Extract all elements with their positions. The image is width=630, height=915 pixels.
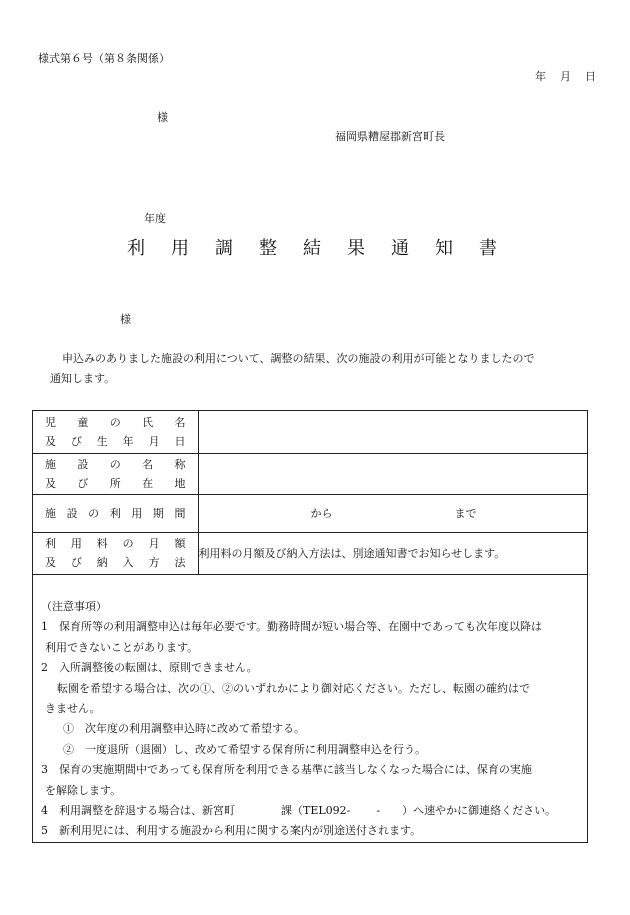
addressee-honorific: 様 (120, 313, 131, 326)
note-4-part-1: 利用調整を辞退する場合は、新宮町 (59, 804, 235, 818)
notes-section (41, 597, 586, 842)
period-to: まで (454, 507, 477, 520)
note-5-number: 5 (41, 824, 48, 838)
date-year: 年 (535, 70, 546, 83)
fee-label-line-2: 及 び 納 入 方 法 (45, 556, 186, 569)
intro-text (38, 349, 588, 389)
note-2-item-2: ② 一度退所（退園）し、改めて希望する保育所に利用調整申込を行う。 (63, 742, 426, 756)
note-2-item-1: ① 次年度の利用調整申込時に改めて希望する。 (63, 722, 305, 736)
intro-line-2: 通知します。 (50, 372, 116, 385)
fee-label (33, 532, 198, 574)
note-4 (41, 801, 586, 821)
document-title: 利用調整結果通知書 (127, 238, 523, 259)
note-4-part-4: ）へ速やかに御連絡ください。 (402, 804, 557, 818)
child-row (33, 411, 587, 453)
note-3 (41, 760, 586, 780)
facility-value[interactable] (198, 453, 587, 494)
child-label-line-2: 及 び 生 年 月 日 (45, 434, 186, 448)
child-value[interactable] (198, 411, 587, 453)
period-value[interactable] (198, 494, 587, 532)
form-number: 様式第６号（第８条関係） (38, 52, 170, 65)
note-2 (41, 658, 586, 678)
issuer-name: 福岡県糟屋郡新宮町長 (335, 130, 445, 143)
period-row (33, 494, 587, 532)
period-from: から (310, 507, 333, 520)
date-month: 月 (560, 70, 571, 83)
facility-label-line-2: 及 び 所 在 地 (45, 476, 186, 490)
note-4-number: 4 (41, 804, 48, 818)
recipient-honorific: 様 (157, 111, 168, 124)
note-5 (41, 821, 586, 841)
intro-line-1: 申込みのありました施設の利用について、調整の結果、次の施設の利用が可能となりましたので (62, 352, 535, 365)
fee-value: 利用料の月額及び納入方法は、別途通知書でお知らせします。 (198, 532, 587, 574)
facility-row (33, 453, 587, 494)
date-day: 日 (585, 70, 596, 83)
facility-label (33, 453, 198, 494)
note-1-number: 1 (41, 620, 48, 634)
note-1 (41, 617, 586, 637)
fiscal-year: 年度 (144, 212, 166, 225)
issue-date (535, 70, 596, 83)
period-label (33, 494, 198, 532)
note-3-number: 3 (41, 763, 48, 777)
result-table (33, 411, 587, 575)
note-4-part-3: - (376, 804, 381, 818)
fee-row (33, 532, 587, 574)
notes-heading: （注意事項） (41, 600, 107, 613)
note-2-line-1: 入所調整後の転園は、原則できません。 (59, 661, 258, 675)
child-label-line-1: 児 童 の 氏 名 (45, 415, 186, 429)
note-1-line-2: 利用できないことがあります。 (45, 640, 199, 654)
fee-label-line-1: 利 用 料 の 月 額 (45, 537, 186, 550)
note-3-line-1: 保育の実施期間中であっても保育所を利用できる基準に該当しなくなった場合には、保育の実施 (59, 763, 532, 777)
note-2-line-3: きません。 (45, 702, 101, 716)
note-3-line-2: を解除します。 (45, 783, 122, 797)
note-2-line-2: 転園を希望する場合は、次の①、②のいずれかにより御対応ください。ただし、転園の確約はで (57, 681, 530, 695)
note-1-line-1: 保育所等の利用調整申込は毎年必要です。勤務時間が短い場合等、在園中であっても次年度以降は (59, 620, 543, 634)
note-2-number: 2 (41, 661, 48, 675)
result-frame (32, 410, 588, 843)
period-label-line: 施 設 の 利 用 期 間 (45, 506, 186, 520)
note-5-line-1: 新利用児には、利用する施設から利用に関する案内が別途送付されます。 (59, 824, 422, 838)
facility-label-line-1: 施 設 の 名 称 (45, 457, 186, 471)
child-label (33, 411, 198, 453)
note-4-part-2: 課（TEL092- (281, 804, 351, 818)
